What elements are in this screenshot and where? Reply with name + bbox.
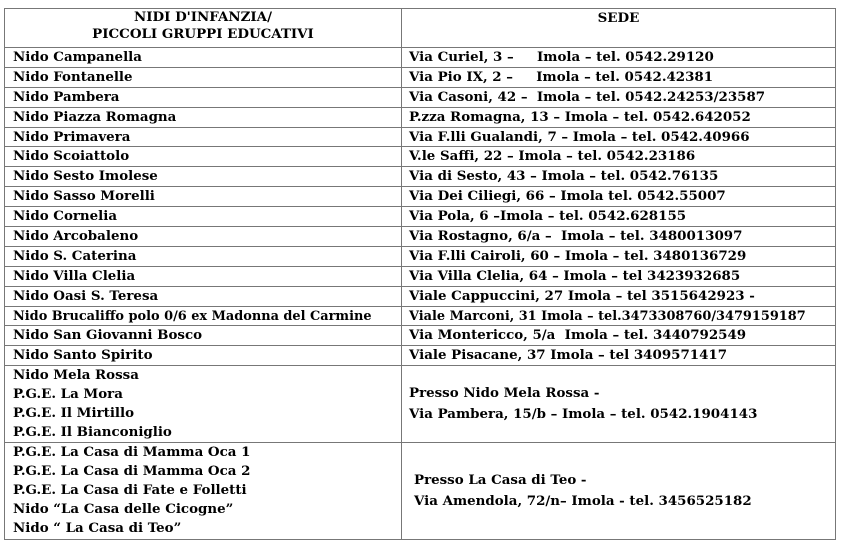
group-name: Nido “ La Casa di Teo” [13,520,182,537]
nido-name: Nido Primavera [5,127,402,147]
nido-address: P.zza Romagna, 13 – Imola – tel. 0542.642052 [402,107,836,127]
group-address [402,443,836,540]
table-row [5,346,836,366]
group-names [5,443,402,540]
header-nidi-line2: PICCOLI GRUPPI EDUCATIVI [92,26,314,42]
table-row [5,167,836,187]
group-name: Nido “La Casa delle Cicogne” [13,501,234,518]
table-row [5,227,836,247]
nido-name: Nido Sasso Morelli [5,187,402,207]
nido-name: Nido Fontanelle [5,67,402,87]
table-row [5,67,836,87]
header-row [5,9,836,48]
nido-name: Nido Piazza Romagna [5,107,402,127]
table-row [5,326,836,346]
nido-address: Via Dei Ciliegi, 66 – Imola tel. 0542.55007 [402,187,836,207]
table-row [5,87,836,107]
nido-name: Nido Villa Clelia [5,266,402,286]
nido-address: Viale Pisacane, 37 Imola – tel 3409571417 [402,346,836,366]
group-address-line2: Via Pambera, 15/b – Imola – tel. 0542.1904143 [409,406,758,423]
table-row-group-casa-di-teo [5,443,836,540]
nido-address: Via F.lli Cairoli, 60 – Imola – tel. 3480136729 [402,246,836,266]
table-row [5,207,836,227]
nido-address: Via Rostagno, 6/a – Imola – tel. 3480013097 [402,227,836,247]
nido-name: Nido Brucaliffo polo 0/6 ex Madonna del Carmine [5,306,402,326]
table-row [5,107,836,127]
nido-address: Via Montericco, 5/a Imola – tel. 3440792549 [402,326,836,346]
table-row [5,266,836,286]
nido-name: Nido S. Caterina [5,246,402,266]
nido-address: Viale Marconi, 31 Imola – tel.3473308760/3479159187 [402,306,836,326]
group-name: P.G.E. La Casa di Mamma Oca 2 [13,463,251,480]
group-name: P.G.E. La Casa di Mamma Oca 1 [13,444,251,461]
table-row [5,286,836,306]
header-sede: SEDE [402,9,836,48]
nido-name: Nido Santo Spirito [5,346,402,366]
nido-address: Via Pio IX, 2 – Imola – tel. 0542.42381 [402,67,836,87]
nidi-table [4,8,836,540]
nido-address: Via F.lli Gualandi, 7 – Imola – tel. 0542.40966 [402,127,836,147]
table-row [5,48,836,68]
nido-name: Nido Scoiattolo [5,147,402,167]
nido-name: Nido San Giovanni Bosco [5,326,402,346]
nido-address: Via Villa Clelia, 64 – Imola – tel 3423932685 [402,266,836,286]
nido-address: Via di Sesto, 43 – Imola – tel. 0542.76135 [402,167,836,187]
group-name: P.G.E. La Casa di Fate e Folletti [13,482,247,499]
nido-name: Nido Arcobaleno [5,227,402,247]
group-address-line1: Presso La Casa di Teo - [414,472,587,489]
nido-name: Nido Campanella [5,48,402,68]
table-row [5,147,836,167]
group-address-line1: Presso Nido Mela Rossa - [409,385,600,402]
table-row [5,306,836,326]
header-nidi-line1: NIDI D'INFANZIA/ [134,9,272,25]
nido-name: Nido Cornelia [5,207,402,227]
group-name: P.G.E. La Mora [13,386,123,403]
table-row [5,187,836,207]
nido-address: Via Casoni, 42 – Imola – tel. 0542.24253/23587 [402,87,836,107]
group-name: P.G.E. Il Bianconiglio [13,424,172,441]
header-nidi [5,9,402,48]
nido-address: V.le Saffi, 22 – Imola – tel. 0542.23186 [402,147,836,167]
nido-address: Via Pola, 6 –Imola – tel. 0542.628155 [402,207,836,227]
table-row [5,127,836,147]
group-names [5,366,402,443]
group-address [402,366,836,443]
nido-name: Nido Pambera [5,87,402,107]
table-row-group-mela-rossa [5,366,836,443]
nido-address: Via Curiel, 3 – Imola – tel. 0542.29120 [402,48,836,68]
table-row [5,246,836,266]
nido-name: Nido Sesto Imolese [5,167,402,187]
group-name: Nido Mela Rossa [13,367,139,384]
group-address-line2: Via Amendola, 72/n– Imola - tel. 3456525182 [414,493,752,510]
nido-address: Viale Cappuccini, 27 Imola – tel 3515642923 - [402,286,836,306]
group-name: P.G.E. Il Mirtillo [13,405,135,422]
nido-name: Nido Oasi S. Teresa [5,286,402,306]
